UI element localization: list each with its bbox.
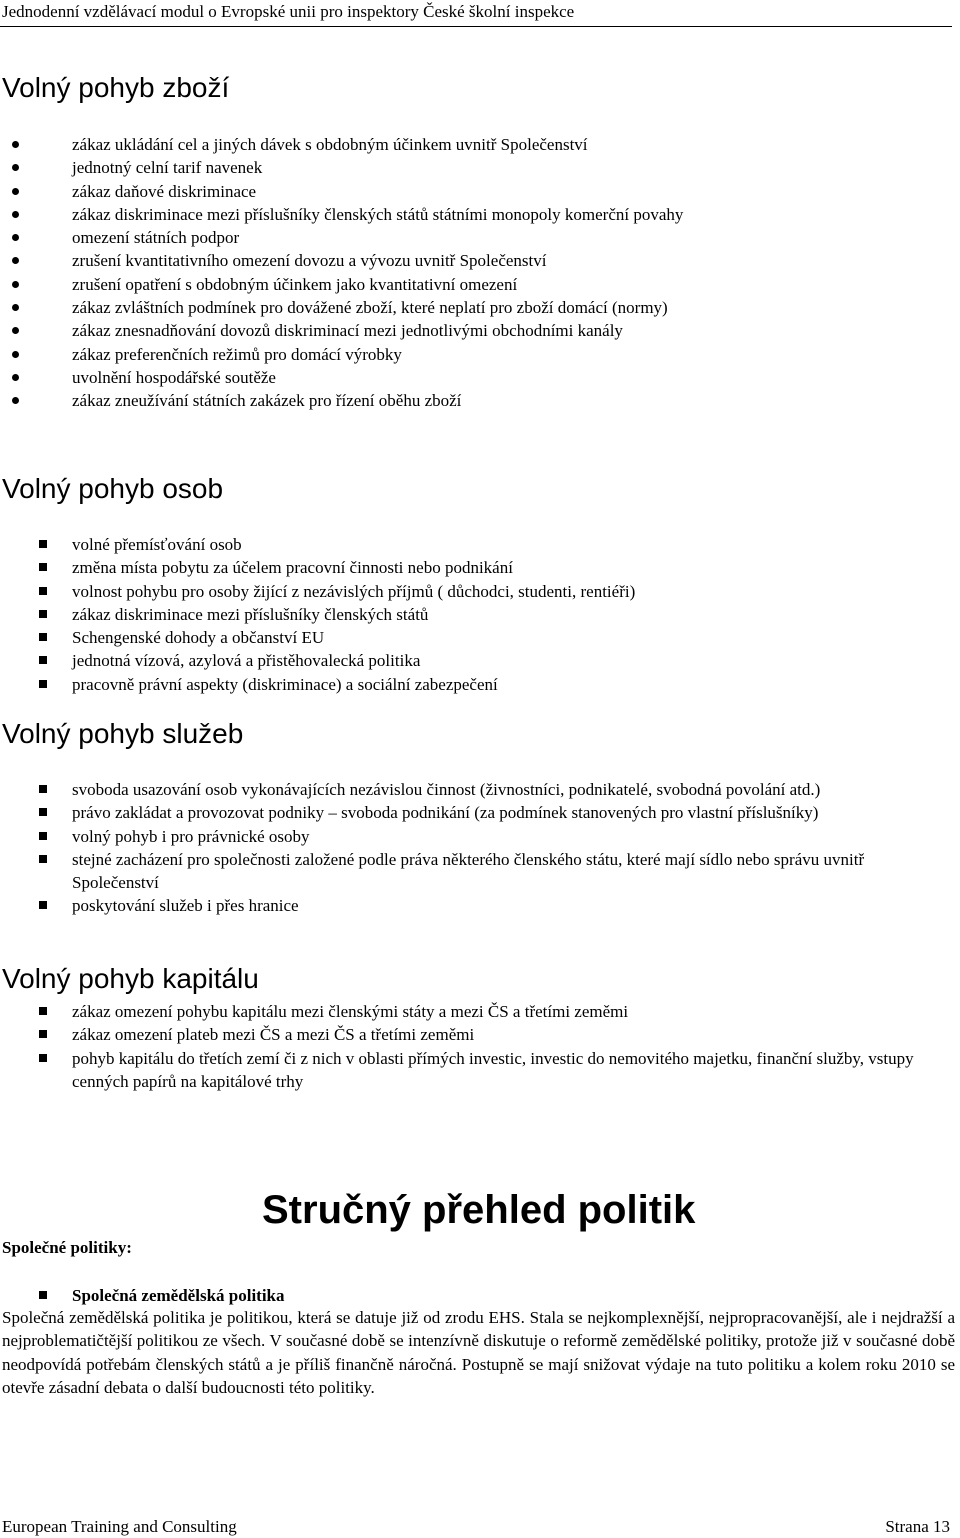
bullet-square-icon [39, 901, 47, 909]
section-heading-services: Volný pohyb služeb [2, 718, 244, 749]
bullet-dot-icon [12, 164, 19, 171]
section-heading-goods: Volný pohyb zboží [2, 72, 230, 103]
list-item: volnost pohybu pro osoby žijící z nezávislých příjmů ( důchodci, studenti, rentiéři) [0, 580, 960, 603]
list-item: pohyb kapitálu do třetích zemí či z nich v oblasti přímých investic, investic do nemovitého majetku, finanční služby, vstupy cenných papírů na kapitálové trhy [0, 1047, 952, 1094]
bullet-dot-icon [12, 351, 19, 358]
bullet-dot-icon [12, 304, 19, 311]
bullet-square-icon [39, 832, 47, 840]
bullet-square-icon [39, 587, 47, 595]
bullet-square-icon [39, 540, 47, 548]
list-item: zákaz preferenčních režimů pro domácí výrobky [0, 343, 960, 366]
bullet-square-icon [39, 610, 47, 618]
list-item: zrušení kvantitativního omezení dovozu a vývozu uvnitř Společenství [0, 249, 960, 272]
bullet-square-icon [39, 563, 47, 571]
bullet-dot-icon [12, 257, 19, 264]
bullet-dot-icon [12, 281, 19, 288]
list-item: zákaz ukládání cel a jiných dávek s obdobným účinkem uvnitř Společenství [0, 133, 960, 156]
list-item: změna místa pobytu za účelem pracovní činnosti nebo podnikání [0, 556, 960, 579]
bullet-dot-icon [12, 188, 19, 195]
bullet-square-icon [39, 680, 47, 688]
capital-list [0, 1000, 960, 1093]
persons-list [0, 533, 960, 696]
bullet-dot-icon [12, 141, 19, 148]
list-item: svoboda usazování osob vykonávajících nezávislou činnost (živnostníci, podnikatelé, svobodná povolání atd.) [0, 778, 960, 801]
bullet-square-icon [39, 1007, 47, 1015]
services-list [0, 778, 960, 918]
bullet-square-icon [39, 1030, 47, 1038]
bullet-square-icon [39, 785, 47, 793]
list-item: zákaz znesnadňování dovozů diskriminací mezi jednotlivými obchodními kanály [0, 319, 960, 342]
overview-title: Stručný přehled politik [262, 1188, 696, 1232]
bullet-square-icon [39, 808, 47, 816]
header-title: Jednodenní vzdělávací modul o Evropské unii pro inspektory České školní inspekce [2, 2, 575, 21]
list-item: stejné zacházení pro společnosti založené podle práva některého členského státu, které mají sídlo nebo správu uvnitř Společenství [0, 848, 952, 895]
list-item: zrušení opatření s obdobným účinkem jako kvantitativní omezení [0, 273, 960, 296]
bullet-dot-icon [12, 397, 19, 404]
page-header [0, 0, 952, 27]
footer-company: European Training and Consulting [2, 1517, 237, 1536]
list-item: pracovně právní aspekty (diskriminace) a sociální zabezpečení [0, 673, 960, 696]
list-item: zákaz zvláštních podmínek pro dovážené zboží, které neplatí pro zboží domácí (normy) [0, 296, 960, 319]
policy-paragraph: Společná zemědělská politika je politikou, která se datuje již od zrodu EHS. Stala se nejkomplexnější, nejpropracovanější, ale i nejdražší a nejproblematičtější politikou ze všech. V současné době se intenzívně diskutuje o reformě zemědělské politiky, protože již v současné době neodpovídá potřebám členských států a je příliš finančně náročná. Postupně se mají snižovat výdaje na tuto politiku a kolem roku 2010 se otevře zásadní debata o další budoucnosti této politiky. [2, 1308, 955, 1397]
bullet-square-icon [39, 1291, 47, 1299]
list-item: poskytování služeb i přes hranice [0, 894, 960, 917]
page-footer [0, 1510, 952, 1538]
bullet-dot-icon [12, 327, 19, 334]
page-number: Strana 13 [885, 1517, 950, 1536]
list-item: zákaz diskriminace mezi příslušníky členských států [0, 603, 960, 626]
list-item: jednotný celní tarif navenek [0, 156, 960, 179]
section-heading-capital: Volný pohyb kapitálu [2, 963, 259, 994]
bullet-dot-icon [12, 374, 19, 381]
section-heading-persons: Volný pohyb osob [2, 473, 224, 504]
list-item: právo zakládat a provozovat podniky – svoboda podnikání (za podmínek stanovených pro vlastní příslušníky) [0, 801, 960, 824]
list-item: volné přemísťování osob [0, 533, 960, 556]
goods-list [0, 133, 960, 413]
policy-subheading-text: Společná zemědělská politika [72, 1286, 285, 1305]
list-item: omezení státních podpor [0, 226, 960, 249]
list-item: volný pohyb i pro právnické osoby [0, 825, 960, 848]
bullet-square-icon [39, 633, 47, 641]
common-policies-label: Společné politiky: [2, 1238, 132, 1257]
bullet-square-icon [39, 855, 47, 863]
list-item: jednotná vízová, azylová a přistěhovalecká politika [0, 649, 960, 672]
list-item: zákaz diskriminace mezi příslušníky členských států státními monopoly komerční povahy [0, 203, 960, 226]
list-item: uvolnění hospodářské soutěže [0, 366, 960, 389]
list-item: Schengenské dohody a občanství EU [0, 626, 960, 649]
bullet-square-icon [39, 1054, 47, 1062]
list-item: zákaz omezení plateb mezi ČS a mezi ČS a třetími zeměmi [0, 1023, 960, 1046]
bullet-square-icon [39, 656, 47, 664]
bullet-dot-icon [12, 234, 19, 241]
bullet-dot-icon [12, 211, 19, 218]
list-item: zákaz omezení pohybu kapitálu mezi členskými státy a mezi ČS a třetími zeměmi [0, 1000, 960, 1023]
list-item: zákaz daňové diskriminace [0, 180, 960, 203]
list-item: zákaz zneužívání státních zakázek pro řízení oběhu zboží [0, 389, 960, 412]
